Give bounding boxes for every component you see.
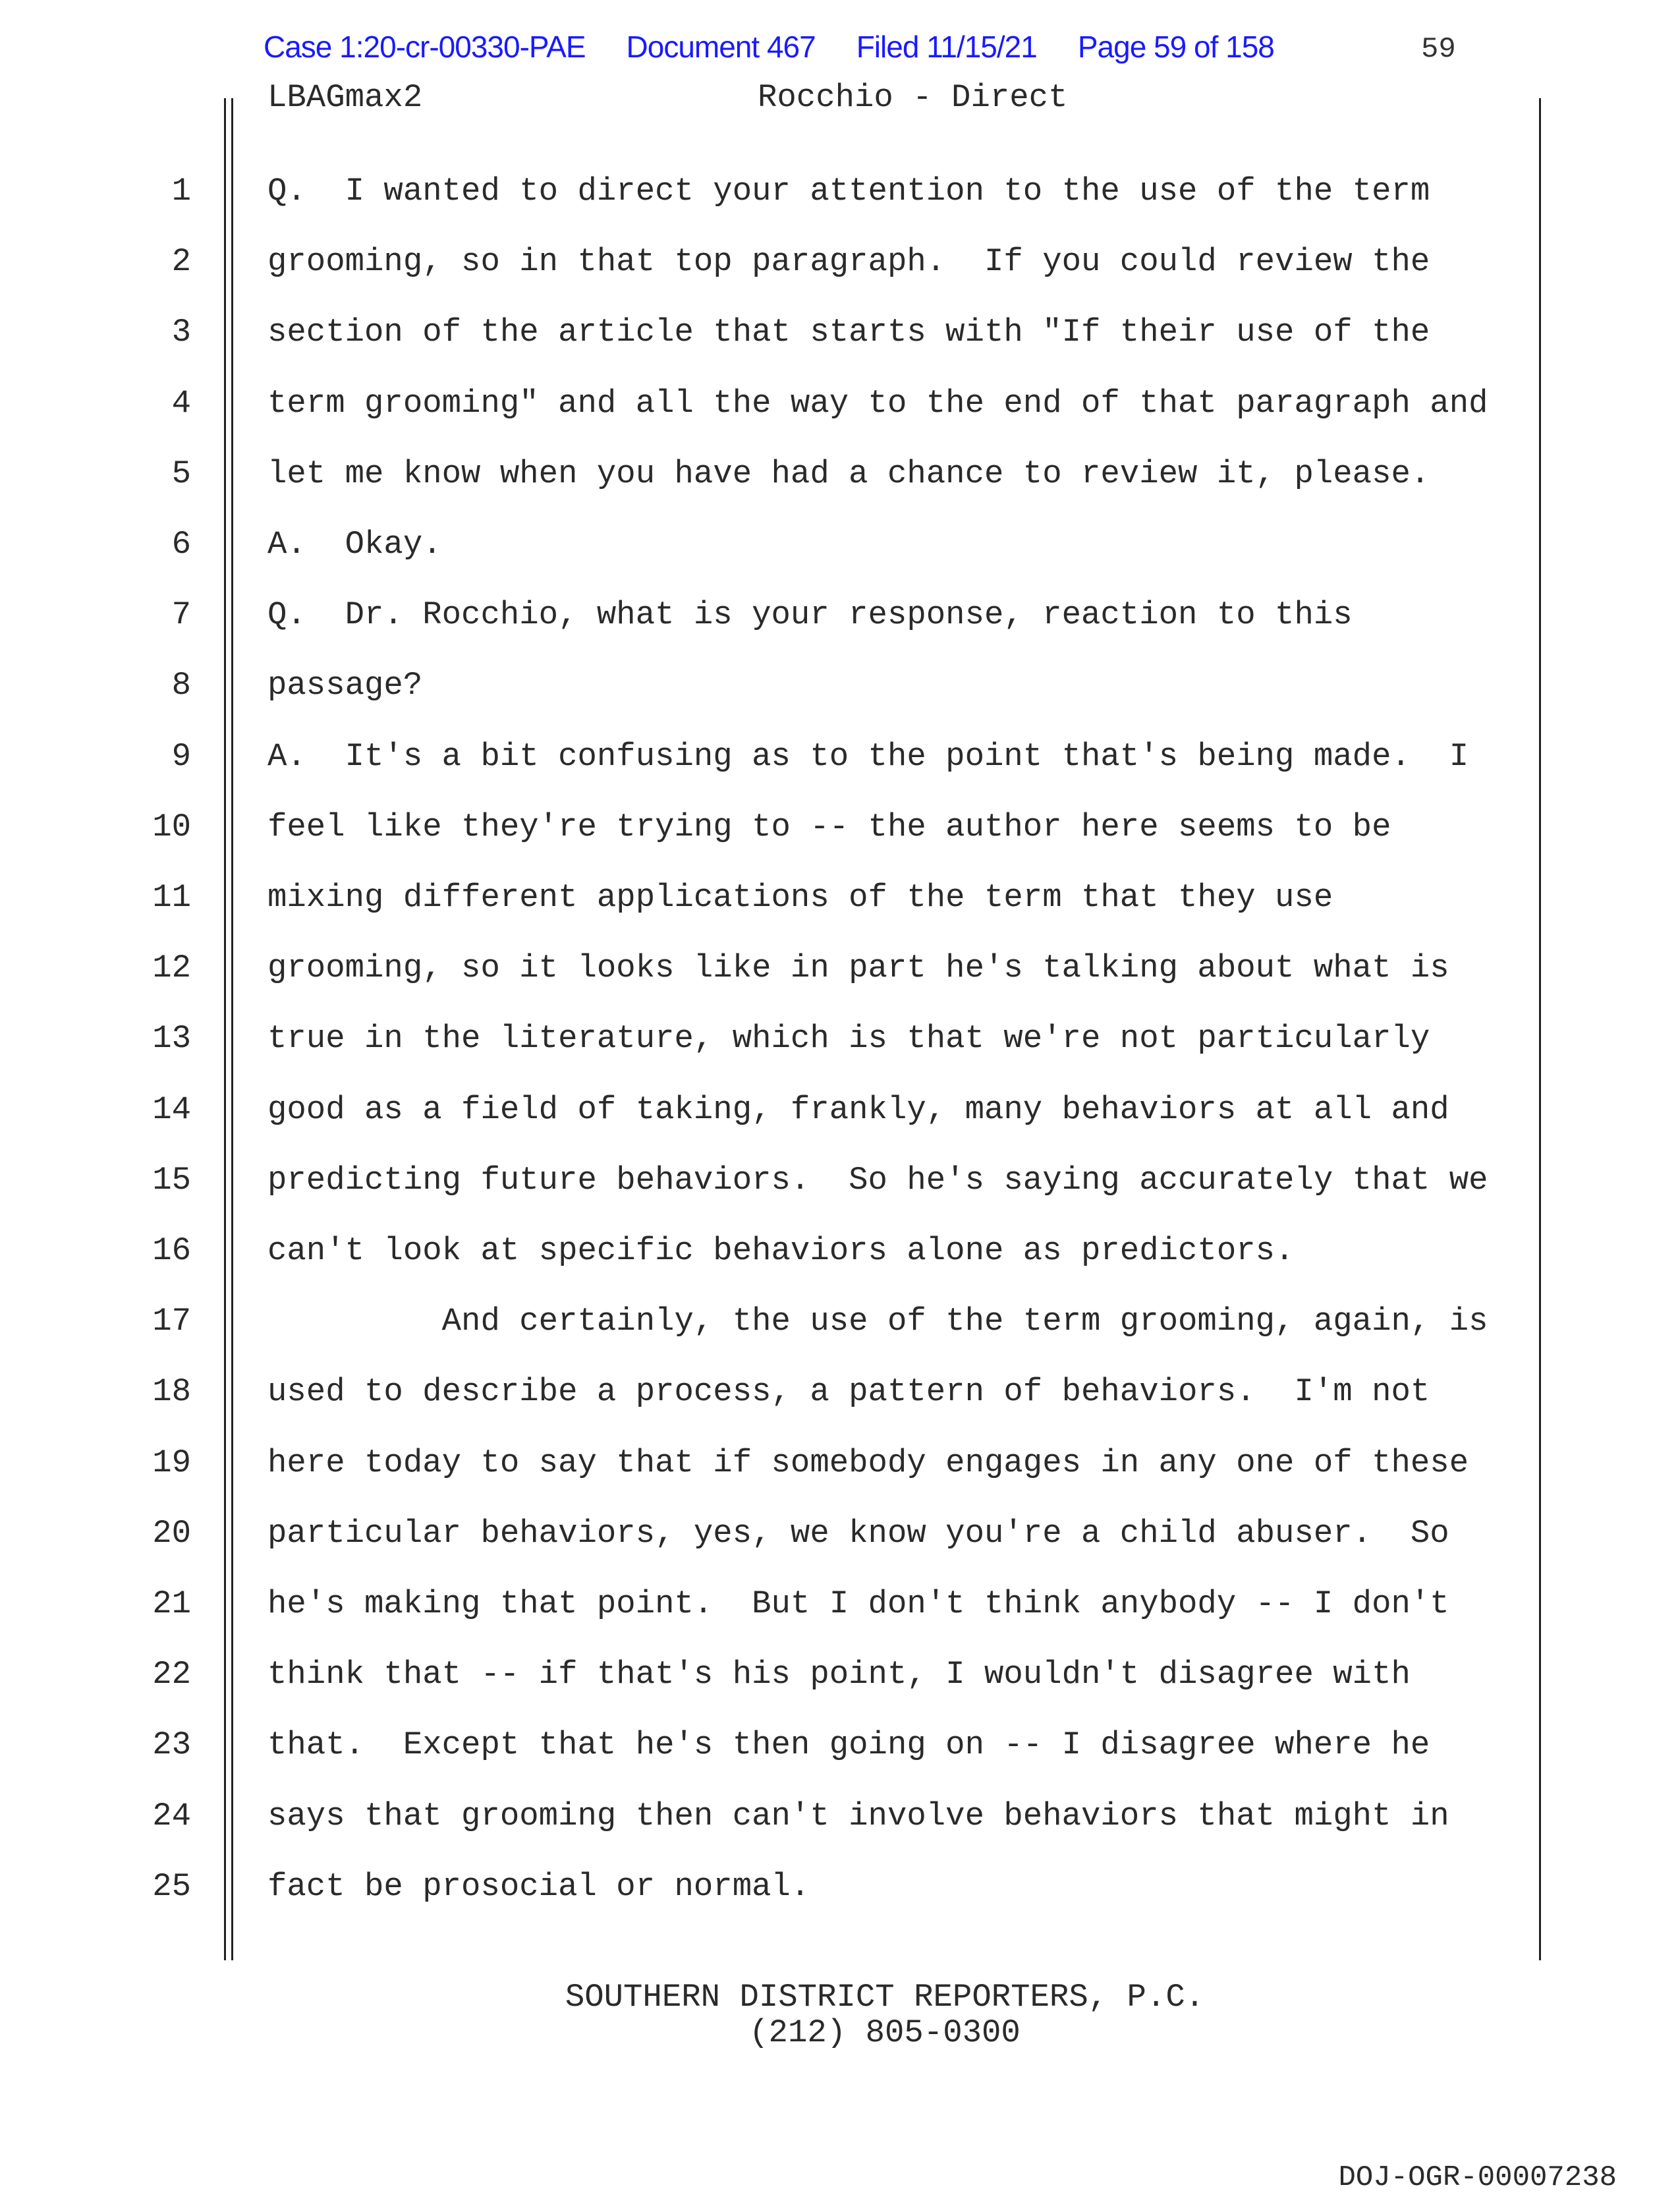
line-text: true in the literature, which is that we're not particularly (267, 1020, 1430, 1058)
line-number: 1 (171, 173, 191, 210)
line-number: 13 (152, 1020, 191, 1058)
line-text: says that grooming then can't involve behaviors that might in (267, 1797, 1449, 1834)
line-text: Q. I wanted to direct your attention to the use of the term (267, 173, 1430, 210)
reporter-phone: (212) 805-0300 (749, 2014, 1021, 2051)
line-text: that. Except that he's then going on -- I disagree where he (267, 1726, 1430, 1764)
line-text: A. It's a bit confusing as to the point that's being made. I (267, 737, 1469, 775)
case-number: Case 1:20-cr-00330-PAE (264, 30, 586, 64)
reporter-name: SOUTHERN DISTRICT REPORTERS, P.C. (565, 1979, 1205, 2016)
line-text: fact be prosocial or normal. (267, 1867, 810, 1905)
line-number: 24 (152, 1797, 191, 1834)
line-number: 25 (152, 1867, 191, 1905)
line-number: 4 (171, 384, 191, 422)
line-text: can't look at specific behaviors alone as predictors. (267, 1232, 1295, 1269)
line-text: think that -- if that's his point, I wouldn't disagree with (267, 1656, 1411, 1693)
line-text: section of the article that starts with "If their use of the (267, 314, 1430, 351)
line-number: 19 (152, 1444, 191, 1481)
line-number: 18 (152, 1373, 191, 1411)
line-text: term grooming" and all the way to the end of that paragraph and (267, 384, 1488, 422)
line-text: here today to say that if somebody engages in any one of these (267, 1444, 1469, 1481)
line-number: 5 (171, 455, 191, 492)
header-title: Rocchio - Direct (758, 79, 1068, 116)
left-margin-rule-inner (231, 98, 233, 1960)
court-filing-stamp (264, 29, 1274, 65)
line-text: good as a field of taking, frankly, many behaviors at all and (267, 1091, 1449, 1128)
left-margin-rule-outer (224, 98, 226, 1960)
line-number: 12 (152, 950, 191, 987)
line-number: 6 (171, 526, 191, 563)
line-text: predicting future behaviors. So he's saying accurately that we (267, 1161, 1488, 1199)
right-margin-rule (1539, 98, 1541, 1960)
line-text: let me know when you have had a chance to review it, please. (267, 455, 1430, 492)
line-number: 17 (152, 1303, 191, 1340)
line-number: 16 (152, 1232, 191, 1269)
document-number: Document 467 (626, 30, 816, 64)
line-text: And certainly, the use of the term grooming, again, is (267, 1303, 1488, 1340)
page-count: Page 59 of 158 (1077, 30, 1274, 64)
transcript-page-number: 59 (1421, 33, 1456, 66)
line-number: 10 (152, 808, 191, 845)
line-number: 20 (152, 1514, 191, 1552)
line-text: passage? (267, 667, 423, 704)
line-number: 2 (171, 243, 191, 281)
line-number: 23 (152, 1726, 191, 1764)
line-text: grooming, so it looks like in part he's talking about what is (267, 950, 1449, 987)
line-text: used to describe a process, a pattern of behaviors. I'm not (267, 1373, 1430, 1411)
line-number: 22 (152, 1656, 191, 1693)
line-text: particular behaviors, yes, we know you're a child abuser. So (267, 1514, 1449, 1552)
line-text: mixing different applications of the term that they use (267, 879, 1333, 916)
line-number: 3 (171, 314, 191, 351)
line-text: A. Okay. (267, 526, 442, 563)
filed-date: Filed 11/15/21 (856, 30, 1037, 64)
line-text: Q. Dr. Rocchio, what is your response, reaction to this (267, 596, 1353, 634)
header-code: LBAGmax2 (267, 79, 423, 116)
line-number: 11 (152, 879, 191, 916)
line-number: 7 (171, 596, 191, 634)
line-number: 15 (152, 1161, 191, 1199)
line-text: grooming, so in that top paragraph. If you could review the (267, 243, 1430, 281)
line-text: he's making that point. But I don't think anybody -- I don't (267, 1585, 1449, 1622)
bates-number: DOJ-OGR-00007238 (1338, 2161, 1617, 2194)
line-text: feel like they're trying to -- the author here seems to be (267, 808, 1391, 845)
line-number: 8 (171, 667, 191, 704)
line-number: 21 (152, 1585, 191, 1622)
line-number: 9 (171, 737, 191, 775)
line-number: 14 (152, 1091, 191, 1128)
